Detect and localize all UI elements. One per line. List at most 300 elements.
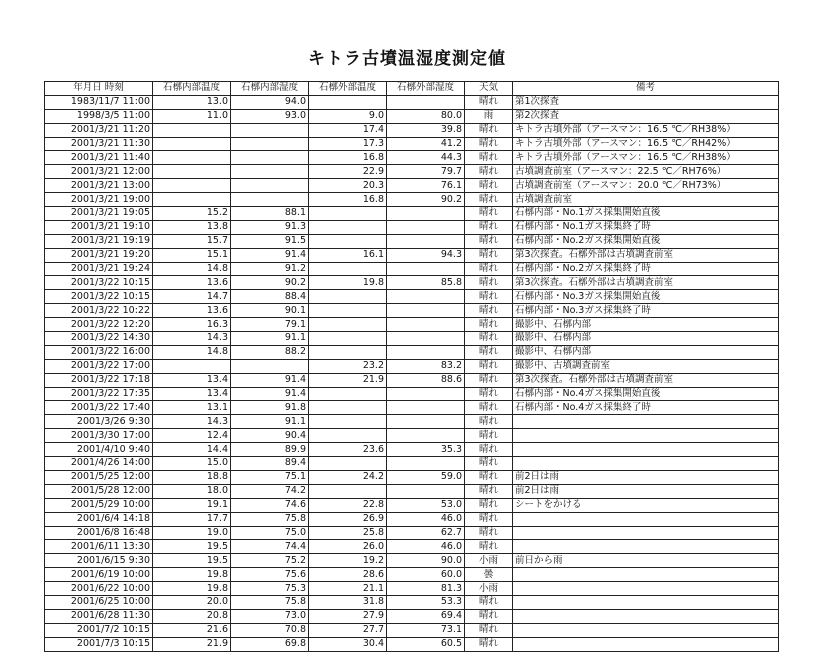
cell-outer-temp: 21.1 <box>309 582 387 596</box>
cell-inner-humidity: 94.0 <box>231 95 309 109</box>
cell-outer-humidity <box>387 429 465 443</box>
cell-datetime: 2001/3/21 19:19 <box>45 234 153 248</box>
cell-remarks <box>513 595 779 609</box>
cell-inner-temp: 14.3 <box>153 332 231 346</box>
table-row <box>45 470 779 484</box>
measurement-table <box>44 81 779 652</box>
cell-datetime: 2001/5/28 12:00 <box>45 484 153 498</box>
table-row <box>45 95 779 109</box>
cell-remarks <box>513 540 779 554</box>
table-row <box>45 609 779 623</box>
cell-outer-humidity: 69.4 <box>387 609 465 623</box>
table-row <box>45 387 779 401</box>
cell-outer-humidity <box>387 304 465 318</box>
cell-inner-temp: 20.0 <box>153 595 231 609</box>
cell-outer-temp: 22.9 <box>309 165 387 179</box>
cell-outer-temp: 24.2 <box>309 470 387 484</box>
cell-outer-humidity: 62.7 <box>387 526 465 540</box>
cell-remarks: 石槨内部・No.4ガス採集終了時 <box>513 401 779 415</box>
cell-remarks: 石槨内部・No.2ガス採集終了時 <box>513 262 779 276</box>
cell-inner-temp: 15.1 <box>153 248 231 262</box>
cell-outer-humidity <box>387 415 465 429</box>
cell-remarks: 石槨内部・No.3ガス採集終了時 <box>513 304 779 318</box>
header-outer-humidity: 石槨外部湿度 <box>387 82 465 96</box>
cell-inner-humidity <box>231 193 309 207</box>
cell-remarks <box>513 623 779 637</box>
cell-datetime: 2001/7/3 10:15 <box>45 637 153 651</box>
cell-outer-humidity: 85.8 <box>387 276 465 290</box>
cell-weather: 晴れ <box>465 526 513 540</box>
cell-remarks: 撮影中、古墳調査前室 <box>513 359 779 373</box>
header-weather: 天気 <box>465 82 513 96</box>
cell-inner-humidity: 74.2 <box>231 484 309 498</box>
cell-outer-temp: 27.7 <box>309 623 387 637</box>
cell-datetime: 2001/3/22 12:20 <box>45 318 153 332</box>
table-row <box>45 165 779 179</box>
cell-remarks: 第1次探査 <box>513 95 779 109</box>
cell-outer-temp <box>309 401 387 415</box>
cell-remarks: 撮影中、石槨内部 <box>513 318 779 332</box>
cell-inner-temp: 19.8 <box>153 582 231 596</box>
cell-inner-humidity <box>231 359 309 373</box>
cell-outer-temp: 9.0 <box>309 109 387 123</box>
cell-outer-humidity: 59.0 <box>387 470 465 484</box>
cell-outer-temp <box>309 207 387 221</box>
cell-outer-temp <box>309 290 387 304</box>
cell-outer-humidity <box>387 457 465 471</box>
cell-outer-temp: 27.9 <box>309 609 387 623</box>
table-row <box>45 443 779 457</box>
cell-inner-humidity: 74.6 <box>231 498 309 512</box>
table-row <box>45 373 779 387</box>
cell-remarks: 第3次探査。石槨外部は古墳調査前室 <box>513 248 779 262</box>
cell-datetime: 2001/4/10 9:40 <box>45 443 153 457</box>
cell-weather: 晴れ <box>465 234 513 248</box>
cell-inner-humidity: 91.8 <box>231 401 309 415</box>
table-row <box>45 151 779 165</box>
cell-datetime: 2001/6/4 14:18 <box>45 512 153 526</box>
table-row <box>45 457 779 471</box>
cell-weather: 晴れ <box>465 165 513 179</box>
cell-inner-humidity: 75.8 <box>231 512 309 526</box>
cell-inner-humidity: 75.1 <box>231 470 309 484</box>
cell-outer-humidity: 46.0 <box>387 540 465 554</box>
cell-inner-temp: 19.8 <box>153 568 231 582</box>
cell-inner-temp: 13.4 <box>153 387 231 401</box>
cell-datetime: 2001/6/25 10:00 <box>45 595 153 609</box>
cell-weather: 晴れ <box>465 512 513 526</box>
cell-inner-humidity: 91.1 <box>231 332 309 346</box>
cell-weather: 雨 <box>465 109 513 123</box>
cell-weather: 晴れ <box>465 345 513 359</box>
cell-weather: 晴れ <box>465 137 513 151</box>
cell-inner-temp: 20.8 <box>153 609 231 623</box>
cell-outer-humidity <box>387 332 465 346</box>
cell-inner-humidity: 69.8 <box>231 637 309 651</box>
table-row <box>45 637 779 651</box>
cell-inner-humidity: 79.1 <box>231 318 309 332</box>
cell-weather: 晴れ <box>465 609 513 623</box>
cell-inner-temp <box>153 137 231 151</box>
cell-remarks: 石槨内部・No.3ガス採集開始直後 <box>513 290 779 304</box>
cell-inner-temp: 19.5 <box>153 540 231 554</box>
cell-datetime: 2001/3/22 16:00 <box>45 345 153 359</box>
cell-outer-temp <box>309 484 387 498</box>
cell-weather: 晴れ <box>465 151 513 165</box>
cell-inner-humidity <box>231 165 309 179</box>
cell-datetime: 2001/6/15 9:30 <box>45 554 153 568</box>
cell-inner-humidity: 73.0 <box>231 609 309 623</box>
cell-remarks: 第3次探査。石槨外部は古墳調査前室 <box>513 276 779 290</box>
cell-remarks <box>513 457 779 471</box>
cell-datetime: 2001/3/22 17:18 <box>45 373 153 387</box>
cell-outer-temp <box>309 318 387 332</box>
cell-outer-temp <box>309 262 387 276</box>
cell-inner-humidity: 75.0 <box>231 526 309 540</box>
cell-weather: 晴れ <box>465 387 513 401</box>
cell-inner-humidity: 88.2 <box>231 345 309 359</box>
cell-outer-temp: 17.3 <box>309 137 387 151</box>
cell-remarks: 前2日は雨 <box>513 470 779 484</box>
cell-remarks: 撮影中、石槨内部 <box>513 332 779 346</box>
cell-outer-humidity: 79.7 <box>387 165 465 179</box>
cell-remarks: 石槨内部・No.1ガス採集開始直後 <box>513 207 779 221</box>
cell-outer-humidity <box>387 345 465 359</box>
cell-inner-humidity: 91.3 <box>231 220 309 234</box>
cell-weather: 晴れ <box>465 637 513 651</box>
table-row <box>45 554 779 568</box>
cell-remarks: シートをかける <box>513 498 779 512</box>
cell-weather: 晴れ <box>465 248 513 262</box>
cell-datetime: 2001/3/21 11:30 <box>45 137 153 151</box>
table-row <box>45 109 779 123</box>
cell-outer-temp: 16.8 <box>309 151 387 165</box>
cell-outer-temp <box>309 387 387 401</box>
cell-datetime: 2001/3/22 17:40 <box>45 401 153 415</box>
cell-outer-humidity: 35.3 <box>387 443 465 457</box>
cell-datetime: 2001/6/8 16:48 <box>45 526 153 540</box>
cell-inner-temp: 13.1 <box>153 401 231 415</box>
cell-datetime: 2001/5/25 12:00 <box>45 470 153 484</box>
cell-remarks: キトラ古墳外部（アースマン：16.5 ℃／RH38%） <box>513 123 779 137</box>
cell-outer-humidity: 81.3 <box>387 582 465 596</box>
table-row <box>45 568 779 582</box>
cell-weather: 晴れ <box>465 290 513 304</box>
cell-inner-humidity: 90.1 <box>231 304 309 318</box>
cell-inner-temp <box>153 193 231 207</box>
cell-outer-humidity <box>387 401 465 415</box>
cell-inner-temp: 14.3 <box>153 415 231 429</box>
cell-inner-temp: 14.8 <box>153 262 231 276</box>
cell-remarks <box>513 526 779 540</box>
cell-inner-temp: 21.6 <box>153 623 231 637</box>
table-row <box>45 290 779 304</box>
cell-weather: 晴れ <box>465 318 513 332</box>
table-row <box>45 123 779 137</box>
cell-inner-humidity: 90.4 <box>231 429 309 443</box>
table-row <box>45 401 779 415</box>
cell-remarks: キトラ古墳外部（アースマン：16.5 ℃／RH38%） <box>513 151 779 165</box>
cell-remarks <box>513 429 779 443</box>
cell-inner-humidity: 91.4 <box>231 373 309 387</box>
cell-inner-temp: 13.8 <box>153 220 231 234</box>
cell-outer-temp: 19.8 <box>309 276 387 290</box>
cell-weather: 小雨 <box>465 554 513 568</box>
cell-outer-humidity: 94.3 <box>387 248 465 262</box>
cell-outer-temp <box>309 220 387 234</box>
cell-remarks: キトラ古墳外部（アースマン：16.5 ℃／RH42%） <box>513 137 779 151</box>
cell-remarks <box>513 512 779 526</box>
cell-inner-temp: 14.4 <box>153 443 231 457</box>
cell-weather: 晴れ <box>465 401 513 415</box>
cell-inner-temp <box>153 165 231 179</box>
table-row <box>45 582 779 596</box>
cell-datetime: 1983/11/7 11:00 <box>45 95 153 109</box>
cell-outer-temp: 26.9 <box>309 512 387 526</box>
cell-outer-humidity <box>387 95 465 109</box>
cell-datetime: 2001/6/22 10:00 <box>45 582 153 596</box>
cell-outer-humidity: 80.0 <box>387 109 465 123</box>
cell-weather: 晴れ <box>465 276 513 290</box>
table-row <box>45 262 779 276</box>
cell-remarks: 撮影中、石槨内部 <box>513 345 779 359</box>
table-row <box>45 484 779 498</box>
cell-outer-temp: 20.3 <box>309 179 387 193</box>
cell-inner-temp: 19.5 <box>153 554 231 568</box>
cell-weather: 晴れ <box>465 262 513 276</box>
header-inner-temp: 石槨内部温度 <box>153 82 231 96</box>
cell-remarks: 石槨内部・No.4ガス採集開始直後 <box>513 387 779 401</box>
cell-outer-temp: 30.4 <box>309 637 387 651</box>
cell-inner-temp <box>153 123 231 137</box>
table-row <box>45 526 779 540</box>
table-row <box>45 345 779 359</box>
cell-outer-humidity: 73.1 <box>387 623 465 637</box>
cell-datetime: 2001/3/22 10:15 <box>45 276 153 290</box>
cell-outer-humidity <box>387 207 465 221</box>
cell-inner-temp: 15.2 <box>153 207 231 221</box>
cell-outer-humidity: 44.3 <box>387 151 465 165</box>
cell-datetime: 2001/3/26 9:30 <box>45 415 153 429</box>
cell-remarks <box>513 637 779 651</box>
cell-outer-temp <box>309 234 387 248</box>
cell-datetime: 2001/3/22 10:22 <box>45 304 153 318</box>
cell-inner-humidity <box>231 151 309 165</box>
table-row <box>45 220 779 234</box>
cell-weather: 曇 <box>465 568 513 582</box>
cell-datetime: 2001/6/28 11:30 <box>45 609 153 623</box>
header-inner-humidity: 石槨内部湿度 <box>231 82 309 96</box>
cell-remarks: 第3次探査。石槨外部は古墳調査前室 <box>513 373 779 387</box>
cell-inner-temp: 15.0 <box>153 457 231 471</box>
cell-outer-temp: 25.8 <box>309 526 387 540</box>
cell-remarks: 古墳調査前室（アースマン：20.0 ℃／RH73%） <box>513 179 779 193</box>
table-row <box>45 415 779 429</box>
table-row <box>45 623 779 637</box>
table-row <box>45 207 779 221</box>
cell-inner-humidity: 75.8 <box>231 595 309 609</box>
cell-inner-humidity: 91.5 <box>231 234 309 248</box>
cell-datetime: 1998/3/5 11:00 <box>45 109 153 123</box>
cell-outer-temp <box>309 345 387 359</box>
cell-outer-humidity: 76.1 <box>387 179 465 193</box>
cell-weather: 晴れ <box>465 623 513 637</box>
cell-weather: 晴れ <box>465 595 513 609</box>
cell-outer-temp <box>309 457 387 471</box>
table-row <box>45 304 779 318</box>
cell-inner-humidity: 75.3 <box>231 582 309 596</box>
table-row <box>45 332 779 346</box>
cell-inner-humidity: 75.6 <box>231 568 309 582</box>
cell-weather: 晴れ <box>465 373 513 387</box>
cell-remarks: 前2日は雨 <box>513 484 779 498</box>
table-row <box>45 179 779 193</box>
cell-weather: 晴れ <box>465 123 513 137</box>
cell-inner-temp: 21.9 <box>153 637 231 651</box>
cell-datetime: 2001/3/21 11:20 <box>45 123 153 137</box>
cell-weather: 晴れ <box>465 359 513 373</box>
cell-inner-temp: 14.8 <box>153 345 231 359</box>
cell-remarks <box>513 443 779 457</box>
table-row <box>45 276 779 290</box>
cell-datetime: 2001/5/29 10:00 <box>45 498 153 512</box>
cell-inner-temp: 16.3 <box>153 318 231 332</box>
table-row <box>45 595 779 609</box>
table-header-row <box>45 82 779 96</box>
cell-datetime: 2001/6/11 13:30 <box>45 540 153 554</box>
cell-inner-humidity <box>231 123 309 137</box>
cell-remarks <box>513 568 779 582</box>
cell-outer-humidity: 88.6 <box>387 373 465 387</box>
cell-outer-temp: 28.6 <box>309 568 387 582</box>
cell-outer-temp: 23.2 <box>309 359 387 373</box>
cell-inner-humidity: 75.2 <box>231 554 309 568</box>
cell-outer-temp: 31.8 <box>309 595 387 609</box>
cell-outer-temp: 26.0 <box>309 540 387 554</box>
cell-datetime: 2001/3/22 17:35 <box>45 387 153 401</box>
cell-datetime: 2001/3/21 11:40 <box>45 151 153 165</box>
cell-outer-humidity: 46.0 <box>387 512 465 526</box>
cell-datetime: 2001/3/22 10:15 <box>45 290 153 304</box>
cell-inner-temp: 19.1 <box>153 498 231 512</box>
cell-inner-temp: 13.6 <box>153 276 231 290</box>
cell-inner-temp: 17.7 <box>153 512 231 526</box>
cell-datetime: 2001/3/21 19:24 <box>45 262 153 276</box>
cell-outer-temp <box>309 95 387 109</box>
cell-inner-temp: 19.0 <box>153 526 231 540</box>
table-row <box>45 193 779 207</box>
cell-remarks: 古墳調査前室 <box>513 193 779 207</box>
cell-inner-temp: 18.0 <box>153 484 231 498</box>
cell-inner-temp <box>153 151 231 165</box>
cell-remarks: 石槨内部・No.2ガス採集開始直後 <box>513 234 779 248</box>
cell-datetime: 2001/3/30 17:00 <box>45 429 153 443</box>
cell-remarks: 石槨内部・No.1ガス採集終了時 <box>513 220 779 234</box>
cell-outer-humidity <box>387 234 465 248</box>
cell-datetime: 2001/3/21 19:00 <box>45 193 153 207</box>
cell-remarks <box>513 415 779 429</box>
cell-outer-humidity: 41.2 <box>387 137 465 151</box>
cell-remarks <box>513 609 779 623</box>
cell-weather: 晴れ <box>465 95 513 109</box>
cell-weather: 晴れ <box>465 304 513 318</box>
cell-inner-humidity: 91.4 <box>231 387 309 401</box>
cell-outer-humidity <box>387 318 465 332</box>
cell-datetime: 2001/3/22 17:00 <box>45 359 153 373</box>
cell-inner-humidity <box>231 137 309 151</box>
cell-outer-temp: 23.6 <box>309 443 387 457</box>
cell-outer-humidity: 60.5 <box>387 637 465 651</box>
cell-inner-humidity <box>231 179 309 193</box>
cell-remarks: 前日から雨 <box>513 554 779 568</box>
cell-outer-humidity: 53.0 <box>387 498 465 512</box>
cell-outer-humidity: 90.2 <box>387 193 465 207</box>
table-row <box>45 498 779 512</box>
table-row <box>45 540 779 554</box>
cell-inner-temp: 13.6 <box>153 304 231 318</box>
cell-outer-temp: 17.4 <box>309 123 387 137</box>
cell-datetime: 2001/6/19 10:00 <box>45 568 153 582</box>
table-row <box>45 234 779 248</box>
cell-remarks <box>513 582 779 596</box>
table-row <box>45 318 779 332</box>
cell-datetime: 2001/3/21 13:00 <box>45 179 153 193</box>
table-row <box>45 248 779 262</box>
cell-outer-temp: 22.8 <box>309 498 387 512</box>
cell-outer-humidity <box>387 387 465 401</box>
cell-inner-humidity: 91.1 <box>231 415 309 429</box>
cell-outer-humidity: 90.0 <box>387 554 465 568</box>
cell-datetime: 2001/3/21 19:20 <box>45 248 153 262</box>
header-datetime: 年月日 時刻 <box>45 82 153 96</box>
cell-weather: 晴れ <box>465 193 513 207</box>
table-body <box>45 95 779 651</box>
cell-weather: 晴れ <box>465 332 513 346</box>
cell-inner-temp: 13.0 <box>153 95 231 109</box>
cell-outer-temp: 16.8 <box>309 193 387 207</box>
header-outer-temp: 石槨外部温度 <box>309 82 387 96</box>
cell-weather: 晴れ <box>465 207 513 221</box>
table-row <box>45 359 779 373</box>
table-row <box>45 429 779 443</box>
cell-inner-temp: 11.0 <box>153 109 231 123</box>
cell-datetime: 2001/4/26 14:00 <box>45 457 153 471</box>
cell-weather: 晴れ <box>465 179 513 193</box>
cell-inner-humidity: 89.9 <box>231 443 309 457</box>
cell-inner-humidity: 90.2 <box>231 276 309 290</box>
cell-inner-humidity: 70.8 <box>231 623 309 637</box>
cell-weather: 小雨 <box>465 582 513 596</box>
cell-outer-temp: 19.2 <box>309 554 387 568</box>
cell-outer-temp <box>309 304 387 318</box>
cell-inner-temp: 13.4 <box>153 373 231 387</box>
cell-weather: 晴れ <box>465 220 513 234</box>
cell-weather: 晴れ <box>465 457 513 471</box>
cell-outer-temp: 21.9 <box>309 373 387 387</box>
cell-outer-temp <box>309 415 387 429</box>
cell-inner-temp: 14.7 <box>153 290 231 304</box>
cell-inner-humidity: 88.4 <box>231 290 309 304</box>
cell-outer-humidity: 53.3 <box>387 595 465 609</box>
cell-remarks: 第2次探査 <box>513 109 779 123</box>
cell-inner-temp <box>153 179 231 193</box>
cell-weather: 晴れ <box>465 470 513 484</box>
cell-weather: 晴れ <box>465 540 513 554</box>
cell-outer-humidity <box>387 290 465 304</box>
cell-outer-humidity <box>387 220 465 234</box>
table-row <box>45 137 779 151</box>
cell-datetime: 2001/3/22 14:30 <box>45 332 153 346</box>
